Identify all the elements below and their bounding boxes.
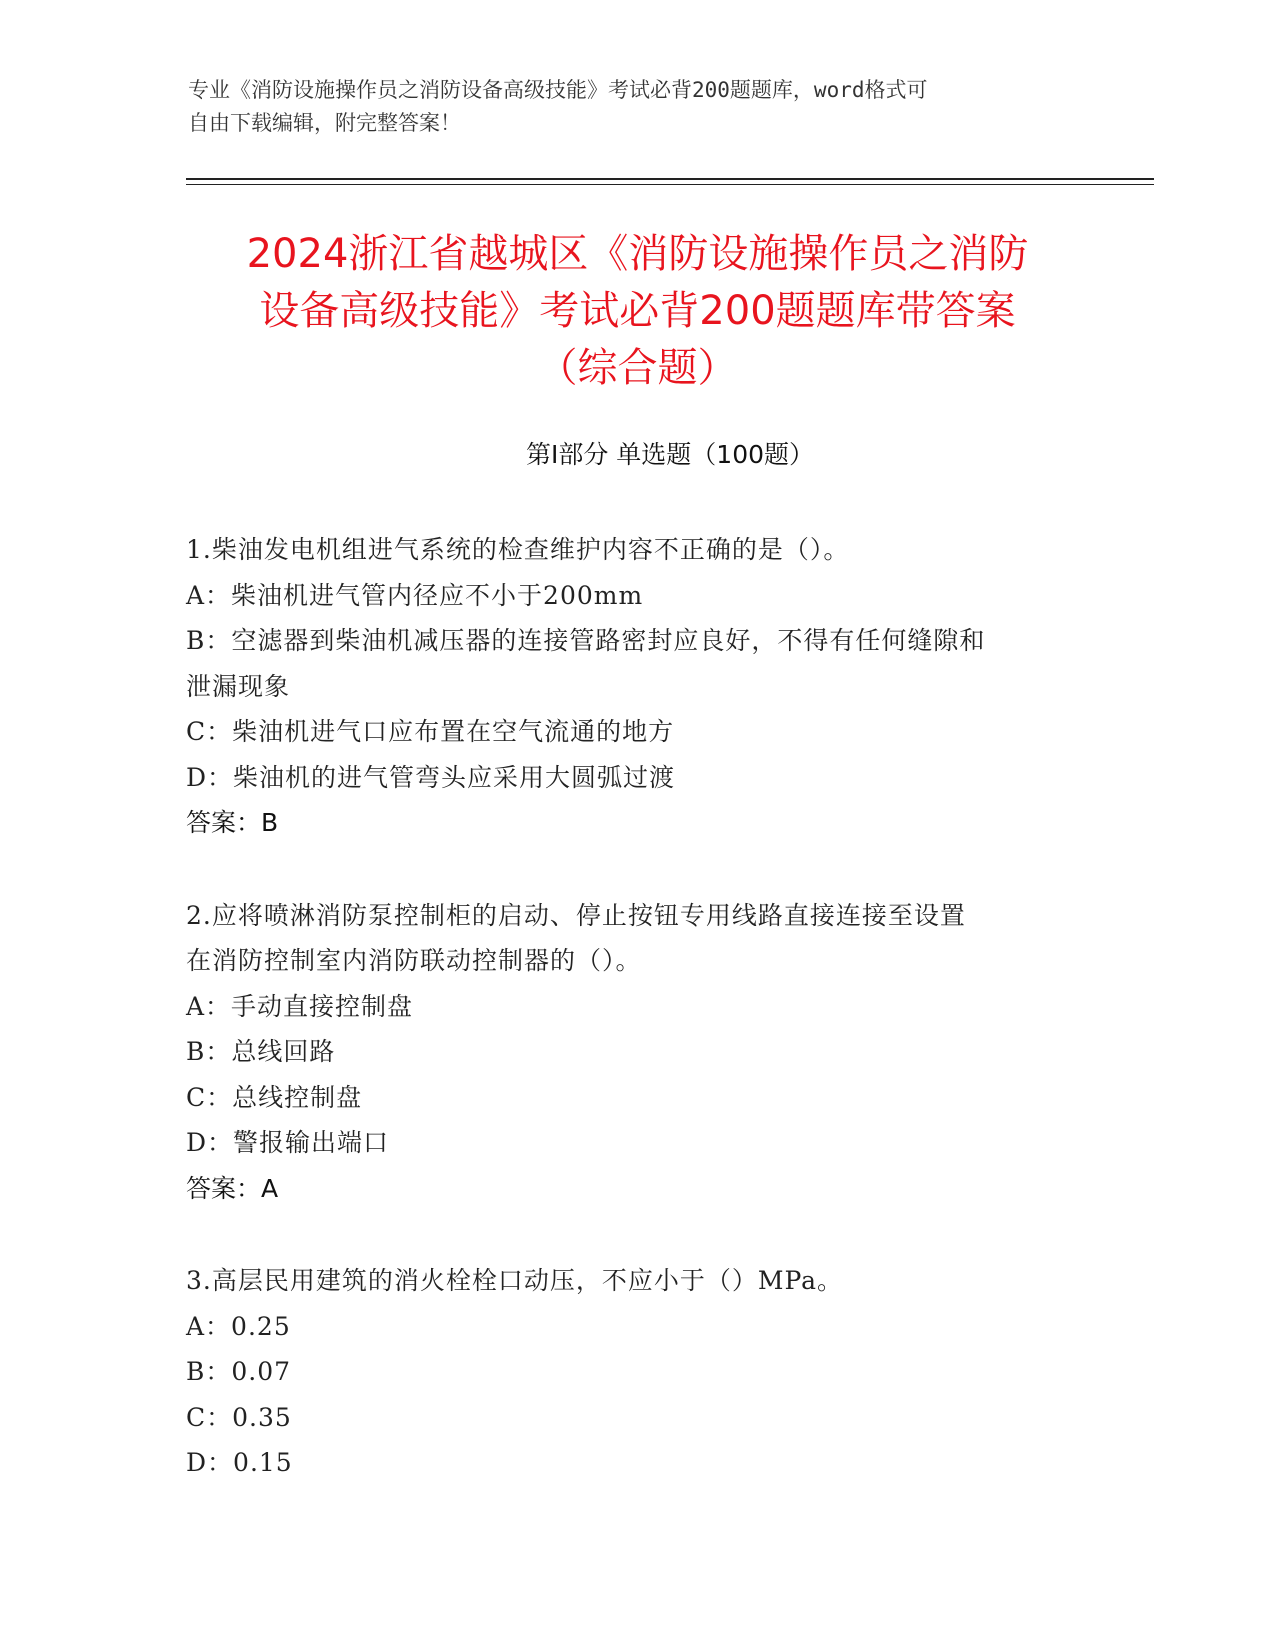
question-stem: 3.高层民用建筑的消火栓栓口动压，不应小于（）MPa。 <box>186 1266 844 1295</box>
document-title <box>140 226 1135 397</box>
option-c: C：0.35 <box>186 1402 292 1432</box>
title-line-2: 设备高级技能》考试必背200题题库带答案 <box>259 288 1016 334</box>
question-list <box>186 527 1086 1533</box>
title-line-1: 2024浙江省越城区《消防设施操作员之消防 <box>246 231 1029 277</box>
question-3 <box>186 1258 1086 1486</box>
option-c: C：总线控制盘 <box>186 1082 363 1112</box>
option-b: B：0.07 <box>186 1357 292 1386</box>
option-c: C：柴油机进气口应布置在空气流通的地方 <box>186 717 675 746</box>
question-2 <box>186 893 1086 1212</box>
option-d: D：0.15 <box>186 1448 293 1477</box>
title-line-3: （综合题） <box>537 345 738 391</box>
option-d: D：柴油机的进气管弯头应采用大圆弧过渡 <box>186 762 676 792</box>
question-stem-continued: 在消防控制室内消防联动控制器的（）。 <box>186 946 642 975</box>
option-b: B：空滤器到柴油机减压器的连接管路密封应良好，不得有任何缝隙和 <box>186 626 986 655</box>
option-b: B：总线回路 <box>186 1037 336 1066</box>
answer: 答案：B <box>186 808 279 837</box>
header-divider-thin <box>186 184 1154 185</box>
header-line-2: 自由下载编辑，附完整答案！ <box>188 111 461 135</box>
question-stem: 2.应将喷淋消防泵控制柜的启动、停止按钮专用线路直接连接至设置 <box>186 900 966 930</box>
option-a: A：0.25 <box>186 1311 291 1341</box>
question-1 <box>186 527 1086 846</box>
question-stem: 1.柴油发电机组进气系统的检查维护内容不正确的是（）。 <box>186 535 850 564</box>
option-d: D：警报输出端口 <box>186 1128 390 1157</box>
header-divider-thick <box>186 178 1154 180</box>
option-b-continued: 泄漏现象 <box>186 671 291 701</box>
section-heading: 第I部分 单选题（100题） <box>525 440 815 469</box>
header-line-1: 专业《消防设施操作员之消防设备高级技能》考试必背200题题库，word格式可 <box>188 78 928 102</box>
option-a: A：手动直接控制盘 <box>186 991 414 1021</box>
answer: 答案：A <box>186 1173 279 1203</box>
option-a: A：柴油机进气管内径应不小于200mm <box>186 580 644 610</box>
document-header-note <box>188 74 1088 140</box>
